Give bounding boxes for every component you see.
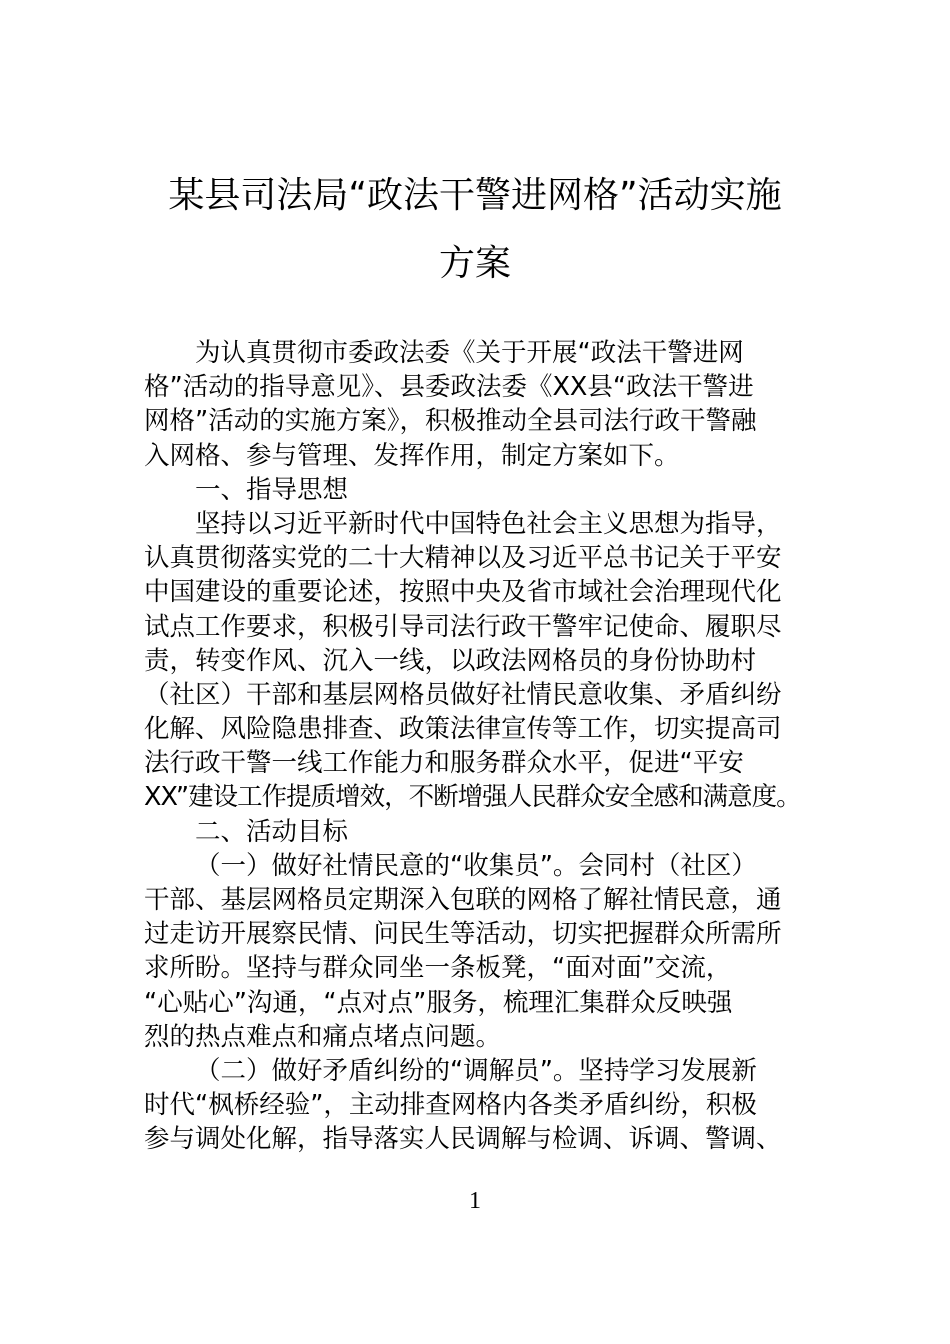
text-line: （一）做好社情民意的“收集员”。会同村（社区） [195, 850, 757, 881]
text-line: “心贴心”沟通，“点对点”服务，梳理汇集群众反映强 [144, 987, 733, 1018]
text-line: （二）做好矛盾纠纷的“调解员”。坚持学习发展新 [195, 1055, 757, 1086]
text-line: 入网格、参与管理、发挥作用，制定方案如下。 [144, 440, 680, 471]
text-line: 为认真贯彻市委政法委《关于开展“政法干警进网 [195, 338, 744, 368]
text-line: 参与调处化解，指导落实人民调解与检调、诉调、警调、 [144, 1124, 782, 1155]
text-line: 责，转变作风、沉入一线，以政法网格员的身份协助村 [144, 645, 757, 676]
text-line: XX”建设工作提质增效，不断增强人民群众安全感和满意度。 [144, 782, 801, 813]
text-line: 求所盼。坚持与群众同坐一条板凳，“面对面”交流， [144, 953, 732, 984]
text-line: 格”活动的指导意见》、县委政法委《XX县“政法干警进 [144, 372, 754, 403]
document-body [144, 336, 824, 1157]
section-heading-guiding-thought: 一、指导思想 [195, 474, 349, 505]
text-line: 法行政干警一线工作能力和服务群众水平，促进“平安 [144, 748, 744, 779]
text-line: 时代“枫桥经验”，主动排查网格内各类矛盾纠纷，积极 [144, 1090, 757, 1121]
page-number: 1 [469, 1188, 481, 1214]
paragraph-goal-1 [144, 849, 824, 1054]
paragraph-intro [144, 336, 824, 473]
section-heading-activity-goals: 二、活动目标 [195, 816, 349, 847]
document-title-line-2: 方案 [438, 243, 511, 284]
text-line: 中国建设的重要论述，按照中央及省市域社会治理现代化 [144, 577, 782, 608]
text-line: 认真贯彻落实党的二十大精神以及习近平总书记关于平安 [144, 543, 782, 574]
paragraph-goal-2 [144, 1054, 824, 1157]
text-line: 烈的热点难点和痛点堵点问题。 [144, 1021, 502, 1052]
paragraph-guiding-thought [144, 507, 824, 815]
text-line: 坚持以习近平新时代中国特色社会主义思想为指导， [195, 508, 782, 539]
text-line: 试点工作要求，积极引导司法行政干警牢记使命、履职尽 [144, 611, 782, 642]
text-line: 干部、基层网格员定期深入包联的网格了解社情民意，通 [144, 885, 782, 915]
document-title-line-1: 某县司法局“政法干警进网格”活动实施 [168, 175, 782, 216]
text-line: 过走访开展察民情、问民生等活动，切实把握群众所需所 [144, 919, 782, 950]
text-line: （社区）干部和基层网格员做好社情民意收集、矛盾纠纷 [144, 679, 782, 710]
text-line: 网格”活动的实施方案》，积极推动全县司法行政干警融 [144, 406, 757, 437]
text-line: 化解、风险隐患排查、政策法律宣传等工作，切实提高司 [144, 714, 782, 745]
